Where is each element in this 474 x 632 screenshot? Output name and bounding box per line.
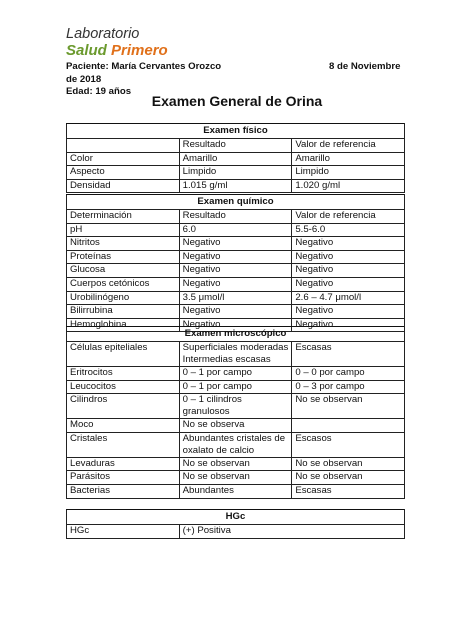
cell-reference: 1.020 g/ml [292,179,405,193]
cell-reference: No se observan [292,394,405,419]
table-header-row [67,210,405,224]
cell-result: (+) Positiva [179,525,404,539]
table-row [67,250,405,264]
section-title-hgc: HGc [67,510,405,525]
brand-word-2: Primero [111,42,168,59]
cell-reference: No se observan [292,457,405,471]
column-header: Determinación [67,210,180,224]
cell-result: No se observan [179,471,292,485]
cell-reference: Negativo [292,264,405,278]
cell-reference: Negativo [292,277,405,291]
cell-result: 0 – 1 por campo [179,367,292,381]
cell-reference: Escasos [292,432,405,457]
cell-parameter: Cuerpos cetónicos [67,277,180,291]
cell-parameter: Color [67,152,180,166]
cell-result: 0 – 1 por campo [179,380,292,394]
column-header: Resultado [179,210,292,224]
cell-reference: Negativo [292,305,405,319]
cell-result: Superficiales moderadas Intermedias escasas [179,342,292,367]
cell-result: No se observa [179,419,292,433]
table-row [67,223,405,237]
table-row [67,237,405,251]
section-title-fisico: Examen físico [67,124,405,139]
cell-parameter: Levaduras [67,457,180,471]
table-row [67,264,405,278]
table-row [67,484,405,498]
cell-reference: Amarillo [292,152,405,166]
cell-reference: Limpido [292,166,405,180]
cell-reference: 0 – 0 por campo [292,367,405,381]
cell-reference: 0 – 3 por campo [292,380,405,394]
table-row [67,291,405,305]
cell-parameter: Hemoglobina [67,318,180,332]
page-title: Examen General de Orina [151,93,323,109]
cell-reference: Negativo [292,237,405,251]
cell-parameter: Bacterias [67,484,180,498]
table-row [67,367,405,381]
table-row [67,432,405,457]
cell-reference: Negativo [292,250,405,264]
cell-result: Negativo [179,237,292,251]
report-date-line1: 8 de Noviembre [329,61,401,72]
cell-result: 3.5 μmol/l [179,291,292,305]
table-row [67,166,405,180]
cell-parameter: Parásitos [67,471,180,485]
table-row [67,525,405,539]
brand-word-1: Salud [66,42,107,59]
cell-result: No se observan [179,457,292,471]
lab-name: Laboratorio [66,26,140,42]
patient-name: Paciente: María Cervantes Orozco [66,61,222,72]
cell-parameter: Células epiteliales [67,342,180,367]
cell-parameter: pH [67,223,180,237]
cell-parameter: Urobilinógeno [67,291,180,305]
cell-result: Abundantes cristales de oxalato de calcio [179,432,292,457]
cell-result: Amarillo [179,152,292,166]
table-header-row [67,139,405,153]
cell-result: 0 – 1 cilindros granulosos [179,394,292,419]
cell-result: Limpido [179,166,292,180]
cell-reference: Escasas [292,342,405,367]
cell-parameter: Cristales [67,432,180,457]
cell-reference: 2.6 – 4.7 μmol/l [292,291,405,305]
table-row [67,342,405,367]
table-row [67,457,405,471]
cell-reference: No se observan [292,471,405,485]
cell-reference: Negativo [292,318,405,332]
patient-age: Edad: 19 años [66,86,132,97]
cell-result: 1.015 g/ml [179,179,292,193]
table-row [67,179,405,193]
cell-parameter: Cilindros [67,394,180,419]
column-header: Valor de referencia [292,210,405,224]
cell-reference [292,419,405,433]
table-row [67,471,405,485]
cell-parameter: Eritrocitos [67,367,180,381]
cell-result: Negativo [179,250,292,264]
table-row [67,380,405,394]
brand-logo [66,42,168,59]
cell-parameter: Densidad [67,179,180,193]
section-title-microscopico: Examen microscópico [67,327,405,342]
table-row [67,394,405,419]
cell-parameter: Proteínas [67,250,180,264]
column-header [67,139,180,153]
cell-parameter: Nitritos [67,237,180,251]
cell-parameter: Leucocitos [67,380,180,394]
cell-result: Abundantes [179,484,292,498]
cell-result: Negativo [179,277,292,291]
cell-result: Negativo [179,305,292,319]
cell-reference: Escasas [292,484,405,498]
cell-reference: 5.5-6.0 [292,223,405,237]
table-row [67,277,405,291]
table-hgc [66,509,405,539]
column-header: Valor de referencia [292,139,405,153]
cell-parameter: Aspecto [67,166,180,180]
table-quimico [66,194,405,332]
table-fisico [66,123,405,193]
cell-parameter: Glucosa [67,264,180,278]
cell-parameter: Moco [67,419,180,433]
cell-result: Negativo [179,318,292,332]
cell-result: 6.0 [179,223,292,237]
table-row [67,152,405,166]
cell-parameter: HGc [67,525,180,539]
section-title-quimico: Examen químico [67,195,405,210]
column-header: Resultado [179,139,292,153]
report-date-line2: de 2018 [66,74,102,85]
table-row [67,419,405,433]
cell-parameter: Bilirrubina [67,305,180,319]
table-row [67,305,405,319]
cell-result: Negativo [179,264,292,278]
table-microscopico [66,326,405,499]
